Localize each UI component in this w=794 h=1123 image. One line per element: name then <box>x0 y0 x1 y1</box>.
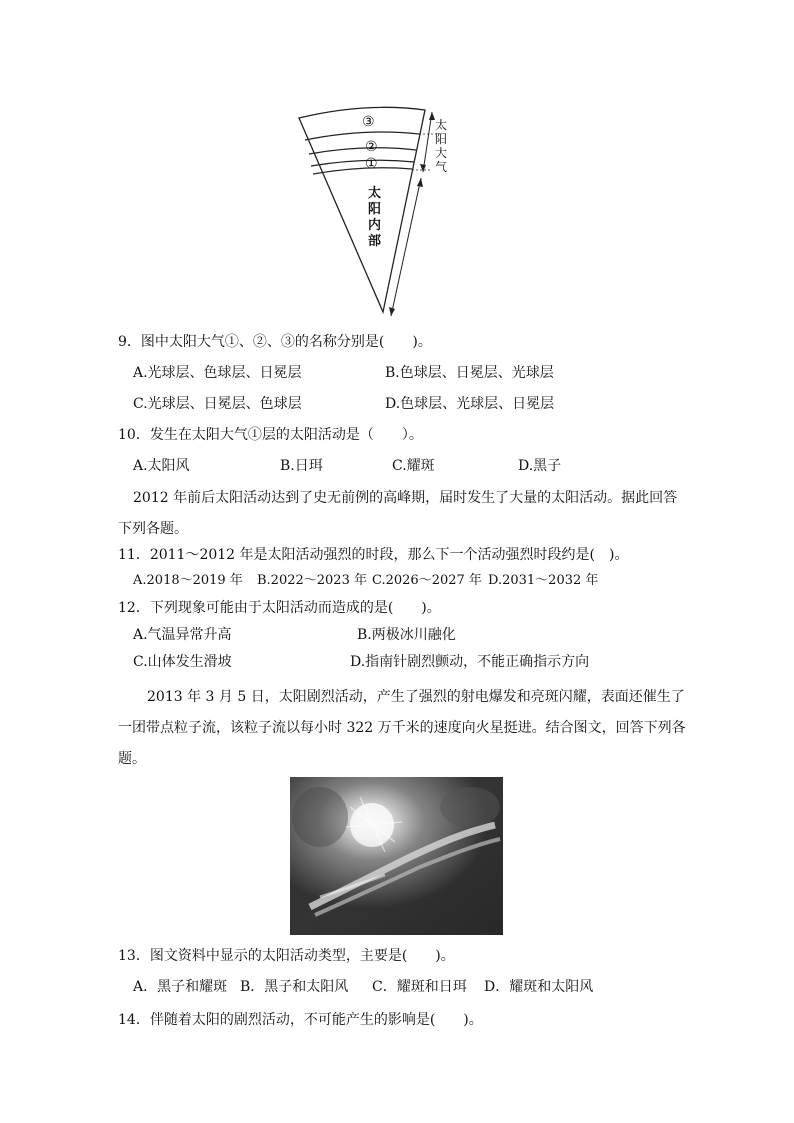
question-13-stem: 13．图文资料中显示的太阳活动类型，主要是( )。 <box>118 948 455 964</box>
q11-option-b[interactable]: B.2022～2023 年 <box>257 573 367 588</box>
sun-interior-label: 太 阳 内 部 <box>368 186 382 249</box>
q9-option-b[interactable]: B.色球层、日冕层、光球层 <box>385 365 554 381</box>
q12-option-a[interactable]: A.气温异常升高 <box>133 627 232 643</box>
q11-option-d[interactable]: D.2031～2032 年 <box>488 573 599 588</box>
question-11-stem: 11．2011～2012 年是太阳活动强烈的时段，那么下一个活动强烈时段约是( )。 <box>118 547 629 563</box>
intro-2-line-3: 题。 <box>118 751 146 767</box>
intro-1-line-2: 下列各题。 <box>118 521 188 537</box>
q12-option-c[interactable]: C.山体发生滑坡 <box>133 654 232 670</box>
q10-option-d[interactable]: D.黑子 <box>518 458 562 474</box>
question-12-stem: 12．下列现象可能由于太阳活动而造成的是( )。 <box>118 600 441 616</box>
question-14-stem: 14．伴随着太阳的剧烈活动，不可能产生的影响是( )。 <box>118 1012 483 1028</box>
intro-2-line-1: 2013 年 3 月 5 日，太阳剧烈活动，产生了强烈的射电爆发和亮斑闪耀，表面还催生了 <box>147 689 685 705</box>
q12-option-d[interactable]: D.指南针剧烈颤动，不能正确指示方向 <box>350 654 590 670</box>
q11-option-c[interactable]: C.2026～2027 年 <box>372 573 482 588</box>
layer-2-label: ② <box>365 139 378 155</box>
layer-1-label: ① <box>365 156 378 172</box>
intro-2-line-2: 一团带点粒子流，该粒子流以每小时 322 万千米的速度向火星挺进。结合图文，回答下列各 <box>118 720 686 736</box>
intro-1-line-1: 2012 年前后太阳活动达到了史无前例的高峰期，届时发生了大量的太阳活动。据此回答 <box>133 490 678 506</box>
q12-option-b[interactable]: B.两极冰川融化 <box>357 627 456 643</box>
question-10-stem: 10．发生在太阳大气①层的太阳活动是（ ）。 <box>118 427 423 443</box>
q9-option-c[interactable]: C.光球层、日冕层、色球层 <box>133 396 302 412</box>
q11-option-a[interactable]: A.2018～2019 年 <box>133 573 243 588</box>
q9-option-d[interactable]: D.色球层、光球层、日冕层 <box>385 396 555 412</box>
q13-option-d[interactable]: D．耀斑和太阳风 <box>484 979 594 995</box>
q13-option-a[interactable]: A．黑子和耀斑 <box>133 979 228 995</box>
q9-option-a[interactable]: A.光球层、色球层、日冕层 <box>133 365 302 381</box>
q10-option-a[interactable]: A.太阳风 <box>133 458 190 474</box>
q10-option-c[interactable]: C.耀斑 <box>392 458 435 474</box>
question-9-stem: 9．图中太阳大气①、②、③的名称分别是( )。 <box>118 334 432 350</box>
layer-3-label: ③ <box>362 114 375 130</box>
sun-atmosphere-label: 太 阳 大 气 <box>435 118 448 174</box>
q13-option-c[interactable]: C．耀斑和日珥 <box>372 979 467 995</box>
q13-option-b[interactable]: B．黑子和太阳风 <box>240 979 349 995</box>
sun-structure-diagram <box>295 104 455 326</box>
q10-option-b[interactable]: B.日珥 <box>280 458 323 474</box>
solar-flare-photo <box>290 777 503 935</box>
